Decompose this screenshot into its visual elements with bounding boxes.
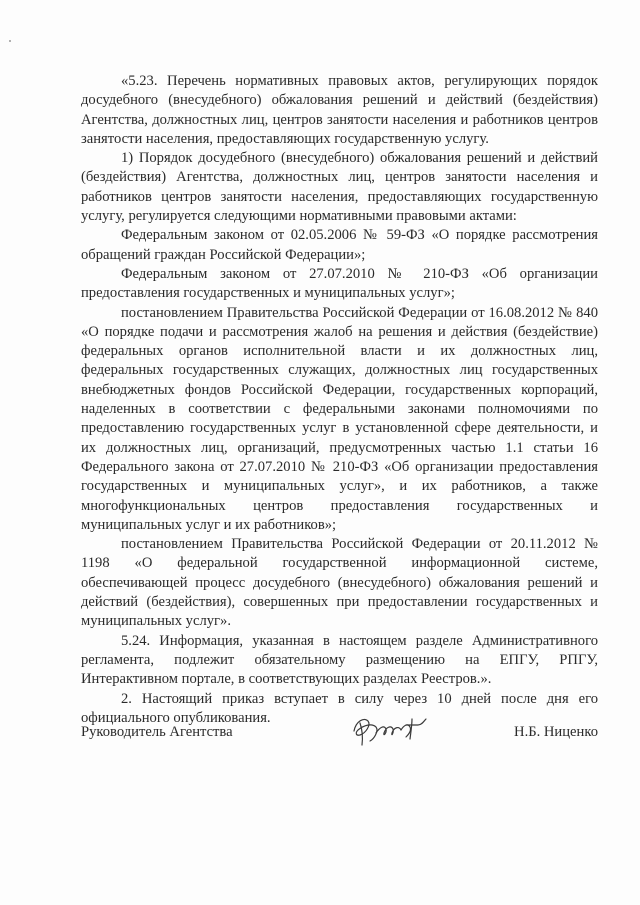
document-body <box>81 72 598 728</box>
signatory-name: Н.Б. Ниценко <box>514 724 598 740</box>
paragraph-5-24: 5.24. Информация, указанная в настоящем разделе Административного регламента, подлежит обязательному размещению на ЕПГУ, РПГУ, Интерактивном портале, в соответствующих разделах Реестров.». <box>81 632 598 688</box>
paragraph-5-23: «5.23. Перечень нормативных правовых актов, регулирующих порядок досудебного (внесудебного) обжалования решений и действий (бездействия) Агентства, должностных лиц, центров занятости населения и работников центров занятости населения, предоставляющих государственную услугу. <box>81 73 598 147</box>
signatory-title: Руководитель Агентства <box>81 724 233 740</box>
signature-block <box>81 711 598 751</box>
paragraph-resolution-840: постановлением Правительства Российской Федерации от 16.08.2012 № 840 «О порядке подачи и рассмотрения жалоб на решения и действия (бездействие) федеральных органов исполнительной власти и их должностных лиц, федеральных государственных служащих, должностных лиц государственных внебюджетных фондов Российской Федерации, государственных корпораций, наделенных в соответствии с федеральными законами полномочиями по предоставлению государственных услуг в установленной сфере деятельности, и их должностных лиц, организаций, предусмотренных частью 1.1 статьи 16 Федерального закона от 27.07.2010 № 210-ФЗ «Об организации предоставления государственных и муниципальных услуг», и их работников, а также многофункциональных центров предоставления государственных и муниципальных услуг и их работников»; <box>81 304 598 533</box>
paragraph-effective-date: 2. Настоящий приказ вступает в силу через 10 дней после дня его официального опубликования. <box>81 690 598 726</box>
paragraph-law-59fz: Федеральным законом от 02.05.2006 № 59-ФЗ «О порядке рассмотрения обращений граждан Российской Федерации»; <box>81 227 598 263</box>
paragraph-appeal-procedure: 1) Порядок досудебного (внесудебного) обжалования решений и действий (бездействия) Агентства, должностных лиц, центров занятости населения и работников центров занятости населения, предоставляющих государственную услугу, регулируется следующими нормативными правовыми актами: <box>81 150 598 225</box>
scan-speck <box>9 40 11 42</box>
paragraph-law-210fz: Федеральным законом от 27.07.2010 № 210-ФЗ «Об организации предоставления государственных и муниципальных услуг»; <box>81 265 598 302</box>
paragraph-resolution-1198: постановлением Правительства Российской Федерации от 20.11.2012 № 1198 «О федеральной государственной информационной системе, обеспечивающей процесс досудебного (внесудебного) обжалования решений и действий (бездействия), совершенных при предоставлении государственных и муниципальных услуг». <box>81 536 598 630</box>
handwritten-signature <box>346 711 434 751</box>
